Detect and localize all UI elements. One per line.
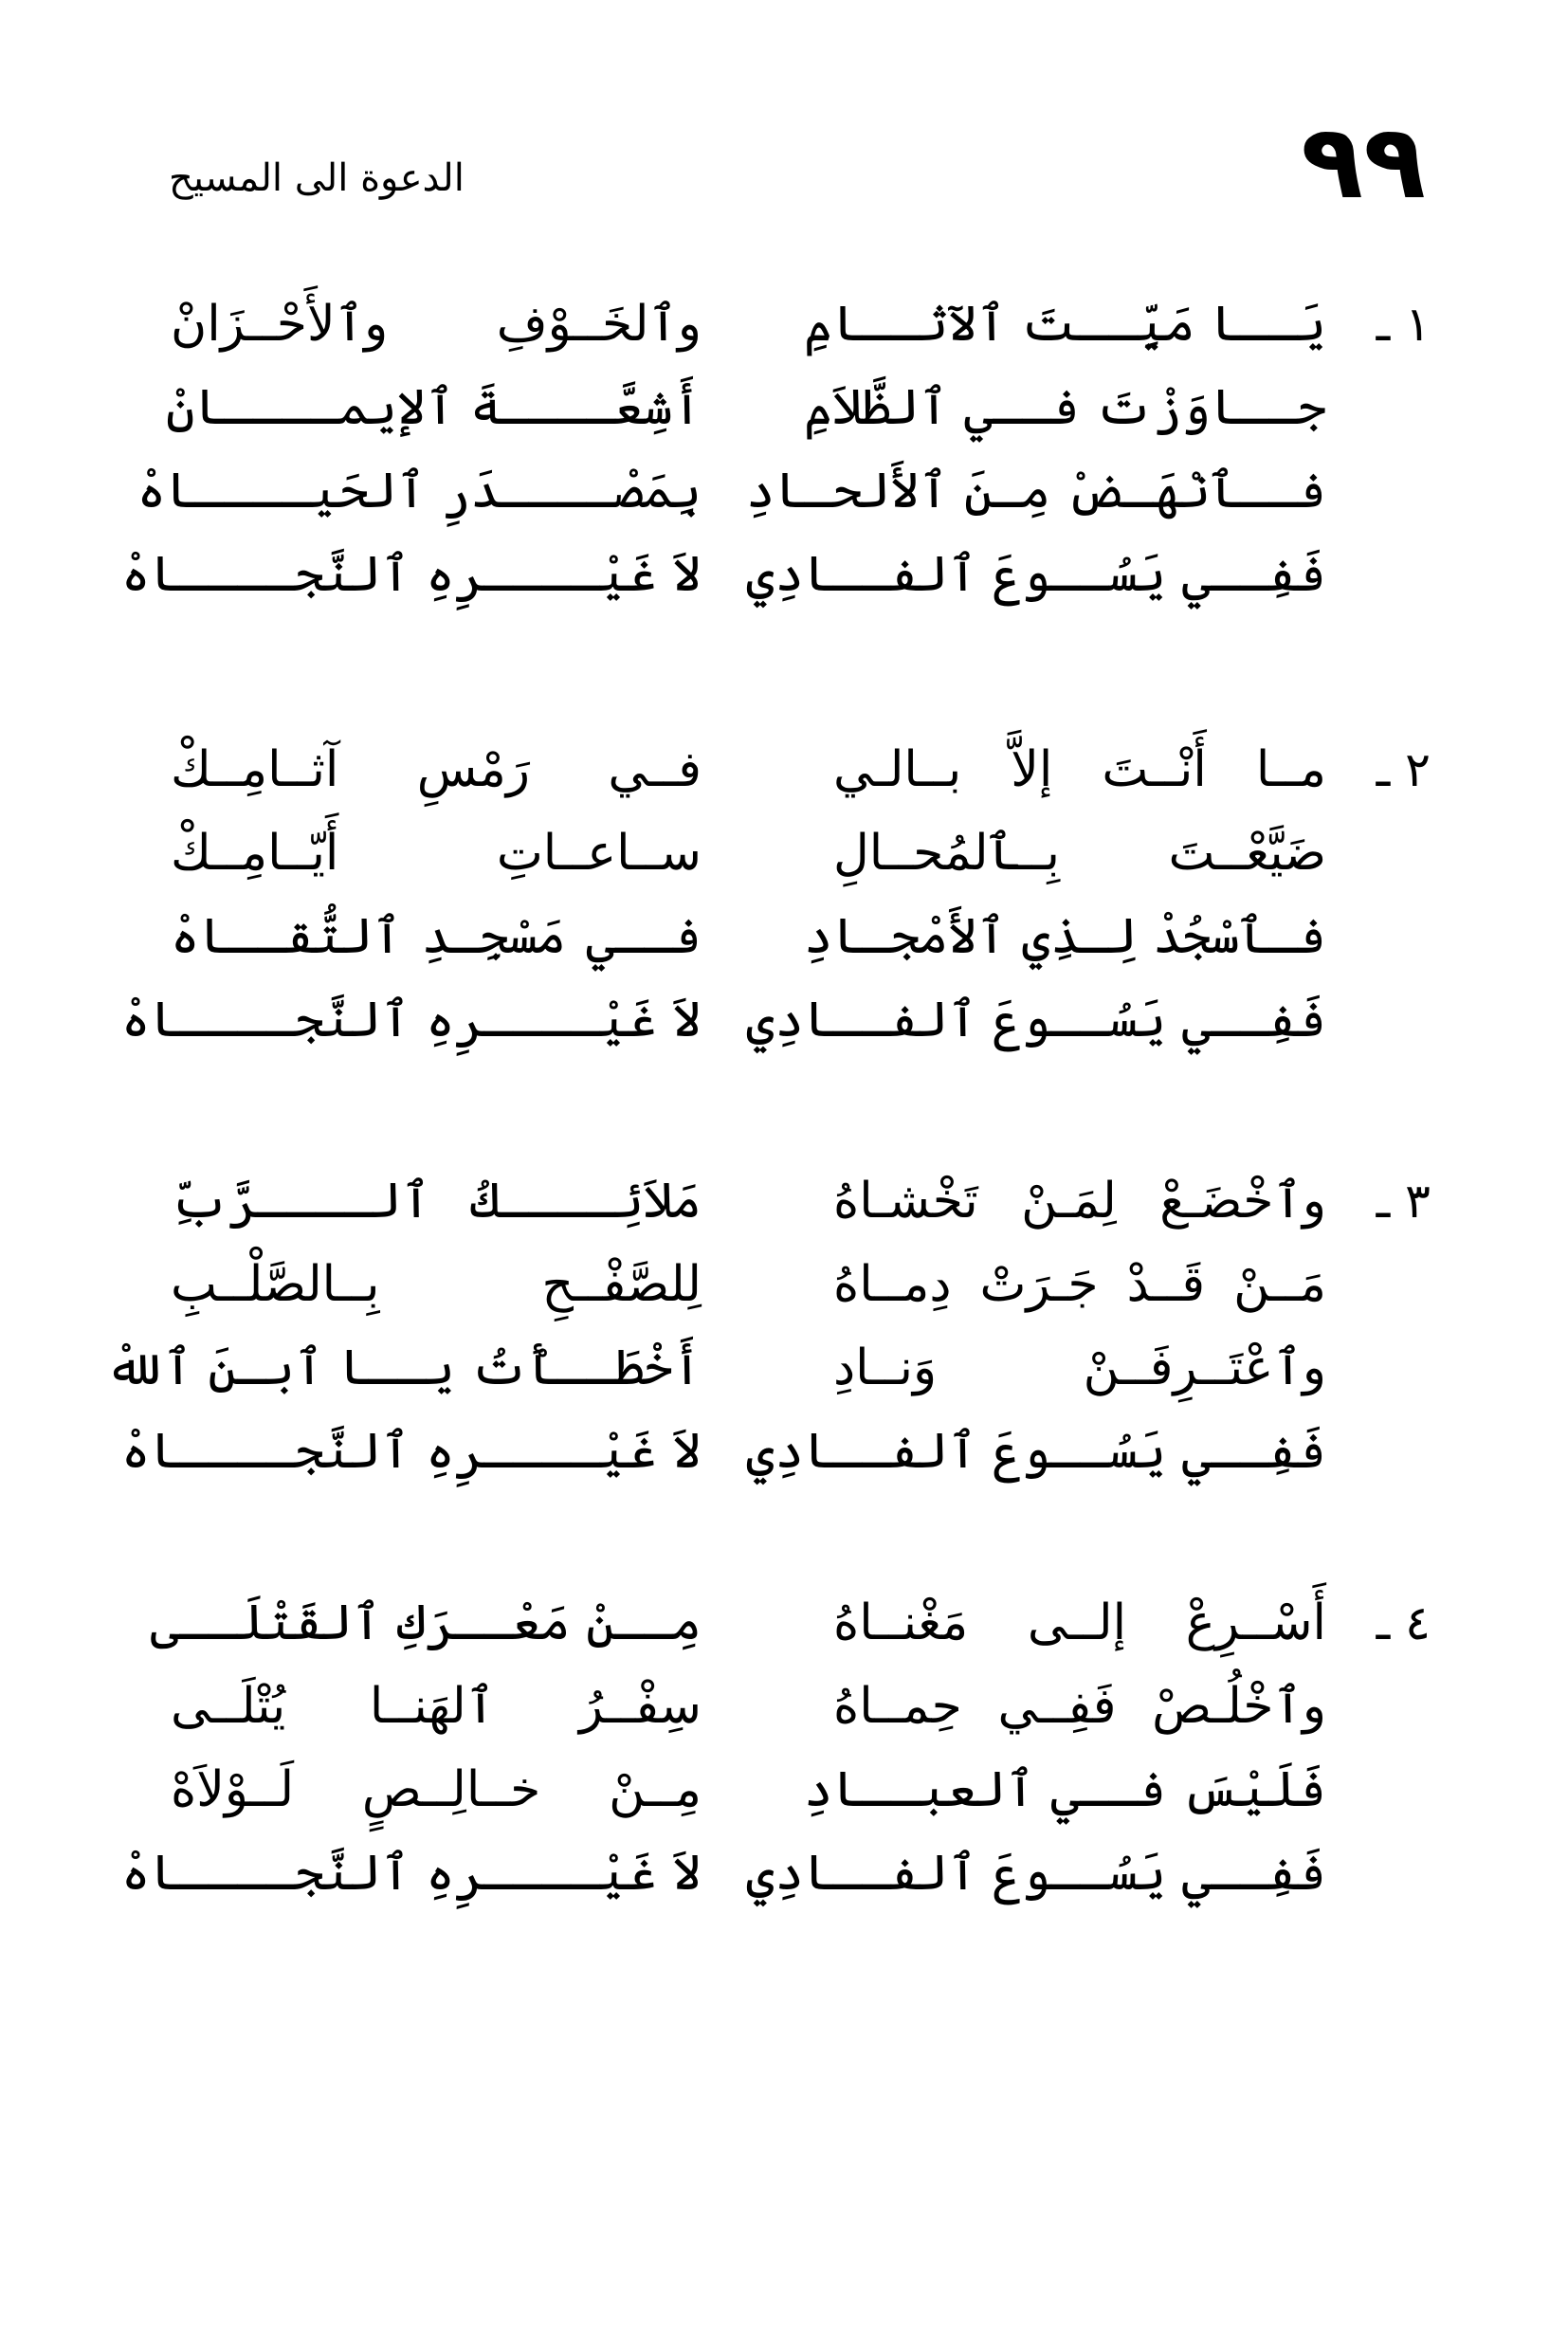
verse-line [121, 1833, 1431, 1914]
verse-line [142, 730, 1431, 811]
verse-line [142, 1161, 1431, 1242]
verse-line [142, 368, 1431, 448]
verse-line [105, 1328, 1431, 1409]
verse-first-hemistich: فـٱسْجُدْ لِـذِي ٱلأَمْجـادِ [803, 908, 1326, 965]
verse-first-hemistich: فَفِــي يَسُــوعَ ٱلفــادِي [746, 546, 1326, 603]
verse-line [142, 1583, 1431, 1664]
page-number: ٩٩ [1301, 103, 1426, 222]
verse-second-hemistich: مِــنْ خــالِــصٍ لَــوْلاَهْ [171, 1761, 702, 1818]
verse-line [121, 535, 1431, 615]
verse-line [142, 1750, 1431, 1831]
verse-second-hemistich: بِمَصْــــدَرِ ٱلحَيــــاهْ [137, 463, 702, 519]
verse-line [142, 1667, 1431, 1747]
verse-line [142, 897, 1431, 977]
verse-second-hemistich: فــي مَسْجِـدِ ٱلتُّقــاهْ [171, 908, 702, 965]
running-title: الدعوة الى المسيح [169, 156, 465, 200]
verse-line [142, 813, 1431, 894]
verse-first-hemistich: مَــنْ قَــدْ جَـرَتْ دِمــاهُ [833, 1256, 1326, 1313]
verse-second-hemistich: مَلاَئِــــكُ ٱلــــرَّبِّ [171, 1173, 702, 1230]
verse-first-hemistich: جــاوَزْتَ فــي ٱلظَّلاَمِ [803, 379, 1326, 436]
verse-line [121, 1412, 1431, 1492]
verse-first-hemistich: مــا أَنْــتَ إلاَّ بــالـي [833, 741, 1326, 798]
stanza-number: ٣ ـ [1376, 1174, 1431, 1229]
verse-first-hemistich: وٱخْلُـصْ فَفِــي حِمــاهُ [833, 1678, 1326, 1735]
verse-second-hemistich: لاَ غَيْــــرِهِ ٱلنَّجــــاهْ [121, 992, 702, 1048]
stanza-number: ١ ـ [1376, 297, 1431, 352]
verse-second-hemistich: فــي رَمْسِ آثــامِــكْ [171, 741, 702, 798]
verse-first-hemistich: فَفِــي يَسُــوعَ ٱلفــادِي [746, 1845, 1326, 1902]
verse-line [142, 284, 1431, 365]
verse-second-hemistich: لاَ غَيْــــرِهِ ٱلنَّجــــاهْ [121, 1845, 702, 1902]
verse-first-hemistich: ضَيَّعْــتَ بِــٱلمُحــالِ [833, 825, 1326, 882]
verse-first-hemistich: فــٱنْهَـضْ مِـنَ ٱلأَلحـادِ [746, 463, 1326, 519]
verse-first-hemistich: فَفِــي يَسُــوعَ ٱلفــادِي [746, 1423, 1326, 1480]
verse-first-hemistich: وٱعْتَــرِفَــنْ وَنــادِ [833, 1340, 1326, 1396]
stanza-number: ٤ ـ [1376, 1595, 1431, 1650]
verse-first-hemistich: أَسْــرِعْ إلــى مَغْنــاهُ [833, 1595, 1326, 1651]
verse-second-hemistich: لاَ غَيْــــرِهِ ٱلنَّجــــاهْ [121, 1423, 702, 1480]
verse-first-hemistich: فَلَيْسَ فــي ٱلعبــادِ [803, 1761, 1326, 1818]
verse-second-hemistich: لاَ غَيْــــرِهِ ٱلنَّجــــاهْ [121, 546, 702, 603]
verse-second-hemistich: مِــنْ مَعْــرَكِ ٱلقَتْلَــى [150, 1595, 702, 1651]
verse-second-hemistich: أَخْطَــأْتُ يــا ٱبـنَ ٱللهْ [105, 1340, 702, 1396]
verse-first-hemistich: فَفِــي يَسُــوعَ ٱلفــادِي [746, 992, 1326, 1048]
verse-line [121, 980, 1431, 1061]
verse-second-hemistich: سِفْــرُ ٱلهَنــا يُتْلَــى [171, 1678, 702, 1735]
verse-first-hemistich: يَــا مَيِّــتَ ٱلآثــامِ [803, 296, 1326, 353]
verse-second-hemistich: لِلصَّفْــحِ بِــالصَّلْــبِ [171, 1256, 702, 1313]
verse-line [142, 1245, 1431, 1325]
verse-second-hemistich: ســاعــاتِ أَيّــامِــكْ [171, 825, 702, 882]
stanza-number: ٢ ـ [1376, 742, 1431, 797]
verse-second-hemistich: وٱلخَــوْفِ وٱلأَحْــزَانْ [171, 296, 702, 353]
verse-second-hemistich: أَشِعَّــــةَ ٱلإيمــــانْ [166, 379, 702, 436]
verse-first-hemistich: وٱخْضَـعْ لِمَـنْ تَخْشـاهُ [833, 1173, 1326, 1230]
verse-line [137, 451, 1431, 532]
